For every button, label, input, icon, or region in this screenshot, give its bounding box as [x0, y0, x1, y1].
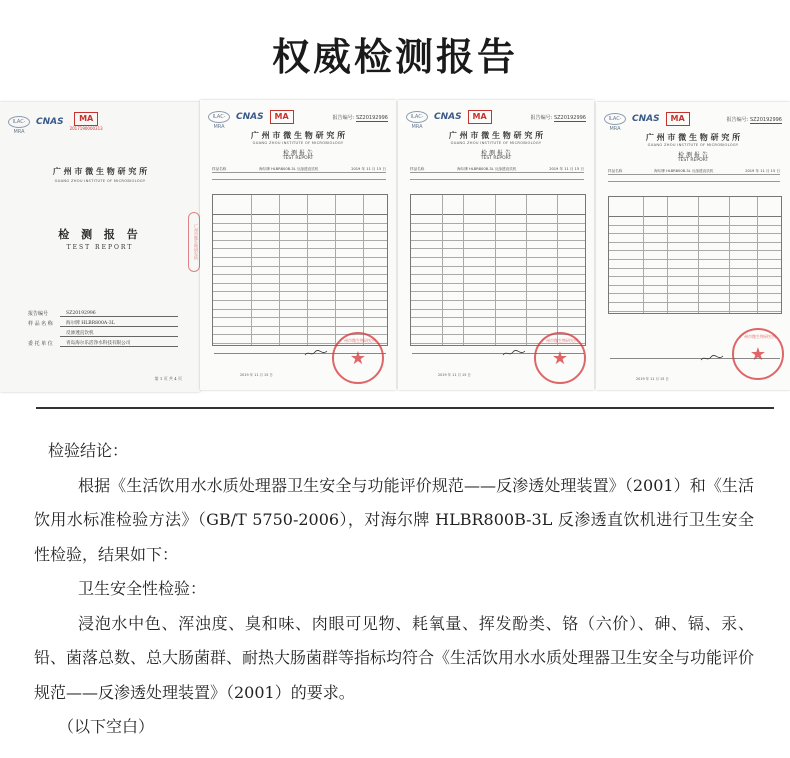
sample-info [608, 169, 780, 184]
institute-name-cn: 广 州 市 微 生 物 研 究 所 [52, 166, 148, 176]
institute-name-en: GUANG ZHOU INSTITUTE OF MICROBIOLOGY [54, 179, 146, 183]
result-table [212, 194, 388, 346]
report-cover-sheet [0, 102, 200, 392]
official-seal-icon [732, 328, 784, 380]
blank-note: （以下空白） [58, 717, 155, 736]
issue-date: 2019 年 11 月 15 日 [240, 373, 273, 377]
sample-info [410, 167, 584, 182]
sample-label: 样品名称 [410, 167, 425, 171]
ma-code: 2017190000313 [69, 126, 103, 131]
signature-icon [502, 348, 526, 358]
sample-label: 样品名称 [608, 169, 623, 173]
seam-stamp: 广州市微生物研究所 [188, 212, 200, 272]
logo-row [8, 112, 103, 135]
official-seal-icon [332, 332, 384, 384]
report-data-sheet [596, 102, 790, 390]
conclusion-body: 根据《生活饮用水水质处理器卫生安全与功能评价规范——反渗透处理装置》（2001）和《生活饮用水标准检验方法》（GB/T 5750-2006），对海尔牌 HLBR800B-3L 反渗透直饮机进行卫生安全性检验，结果如下： [34, 475, 754, 564]
safety-detail: 浸泡水中色、浑浊度、臭和味、肉眼可见物、耗氧量、挥发酚类、铬（六价）、砷、镉、汞、铅、菌落总数、总大肠菌群、耐热大肠菌群等指标均符合《生活饮用水水质处理器卫生安全与功能评价规范——反渗透处理装置》（2001）的要求。 [34, 613, 755, 702]
report-number-value: SZ20192996 [553, 115, 586, 121]
report-number-label: 报告编号 [726, 117, 747, 123]
date: 2019 年 11 月 15 日 [549, 167, 584, 171]
report-number-label: 报告编号 [530, 115, 551, 121]
ilac-logo: ILAC-MRA [8, 116, 30, 128]
seal-text: 广州市微生物研究所 [542, 338, 578, 343]
report-data-sheet [200, 100, 396, 390]
report-number-value: SZ20192996 [355, 115, 388, 121]
cnas-logo: CNAS [632, 114, 660, 124]
conclusion-heading: 检验结论： [48, 441, 129, 460]
seal-text: 广州市微生物研究所 [740, 334, 776, 339]
sample-value: 海尔牌 HLBR800B-3L 反渗透直饮机 [259, 167, 319, 171]
logo-row [208, 110, 294, 130]
safety-heading: 卫生安全性检验： [78, 579, 207, 598]
result-table [608, 196, 782, 314]
cover-fields [28, 307, 178, 347]
seal-text: 广州市微生物研究所 [340, 338, 376, 343]
field-label: 委 托 单 位 [28, 341, 53, 347]
report-heading-cn: 检 测 报 告 [283, 150, 313, 157]
cover-field-row [28, 317, 178, 327]
logo-row [406, 110, 492, 130]
logo-row [604, 112, 690, 132]
ma-logo: MA [270, 110, 294, 124]
cnas-logo: CNAS [236, 112, 264, 122]
signature-icon [700, 353, 724, 363]
issue-date: 2019 年 11 月 15 日 [636, 377, 669, 381]
institute-name-cn: 广 州 市 微 生 物 研 究 所 [448, 130, 544, 140]
field-value: SZ20192996 [60, 311, 178, 317]
report-scans [0, 100, 790, 395]
cover-page-number: 第 1 页 共 4 页 [154, 376, 182, 381]
field-label: 报告编号 [28, 311, 49, 317]
ma-logo: MA [666, 112, 690, 126]
institute-name-en: GUANG ZHOU INSTITUTE OF MICROBIOLOGY [252, 141, 344, 145]
report-heading-cn: 检 测 报 告 [678, 152, 708, 159]
field-value: 反渗透直饮机 [60, 330, 178, 337]
report-number: 报告编号: SZ20192996 [332, 115, 388, 121]
report-heading-cn: 检 测 报 告 [481, 150, 511, 157]
issue-date: 2019 年 11 月 15 日 [438, 373, 471, 377]
institute-name-en: GUANG ZHOU INSTITUTE OF MICROBIOLOGY [647, 143, 739, 147]
sample-value: 海尔牌 HLBR800B-3L 反渗透直饮机 [457, 167, 517, 171]
report-number-label: 报告编号 [332, 115, 353, 121]
institute-name-cn: 广 州 市 微 生 物 研 究 所 [645, 132, 741, 142]
cover-field-row [28, 307, 178, 317]
report-number-value: SZ20192996 [749, 117, 782, 123]
conclusion-section [34, 434, 768, 745]
report-heading-en: TEST REPORT [480, 156, 512, 161]
cover-field-row [28, 327, 178, 337]
field-value: 青岛海尔乐活净水科技有限公司 [60, 340, 178, 347]
date: 2019 年 11 月 15 日 [745, 169, 780, 173]
cnas-logo: CNAS [36, 116, 64, 127]
ma-logo: MA [74, 112, 98, 126]
report-heading-en: TEST REPORT [677, 158, 709, 163]
ilac-logo: ILAC-MRA [208, 111, 230, 123]
section-divider [36, 407, 774, 409]
cover-subtitle: TEST REPORT [66, 244, 134, 251]
ilac-logo: ILAC-MRA [406, 111, 428, 123]
cover-title: 检 测 报 告 [58, 228, 142, 241]
ma-logo: MA [468, 110, 492, 124]
report-heading-en: TEST REPORT [282, 156, 314, 161]
signature-icon [304, 348, 328, 358]
report-data-sheet [398, 100, 594, 390]
page-title: 权威检测报告 [271, 35, 518, 79]
institute-name-cn: 广 州 市 微 生 物 研 究 所 [250, 130, 346, 140]
sample-value: 海尔牌 HLBR800B-3L 反渗透直饮机 [654, 169, 714, 173]
cover-field-row [28, 337, 178, 347]
result-table [410, 194, 586, 346]
report-number: 报告编号: SZ20192996 [530, 115, 586, 121]
field-value: 海尔牌 HLBR800A-3L [60, 320, 178, 327]
ilac-logo: ILAC-MRA [604, 113, 626, 125]
official-seal-icon [534, 332, 586, 384]
sample-info [212, 167, 386, 182]
sample-label: 样品名称 [212, 167, 227, 171]
cnas-logo: CNAS [434, 112, 462, 122]
field-label: 样 品 名 称 [28, 321, 53, 327]
report-number: 报告编号: SZ20192996 [726, 117, 782, 123]
institute-name-en: GUANG ZHOU INSTITUTE OF MICROBIOLOGY [450, 141, 542, 145]
date: 2019 年 11 月 15 日 [351, 167, 386, 171]
